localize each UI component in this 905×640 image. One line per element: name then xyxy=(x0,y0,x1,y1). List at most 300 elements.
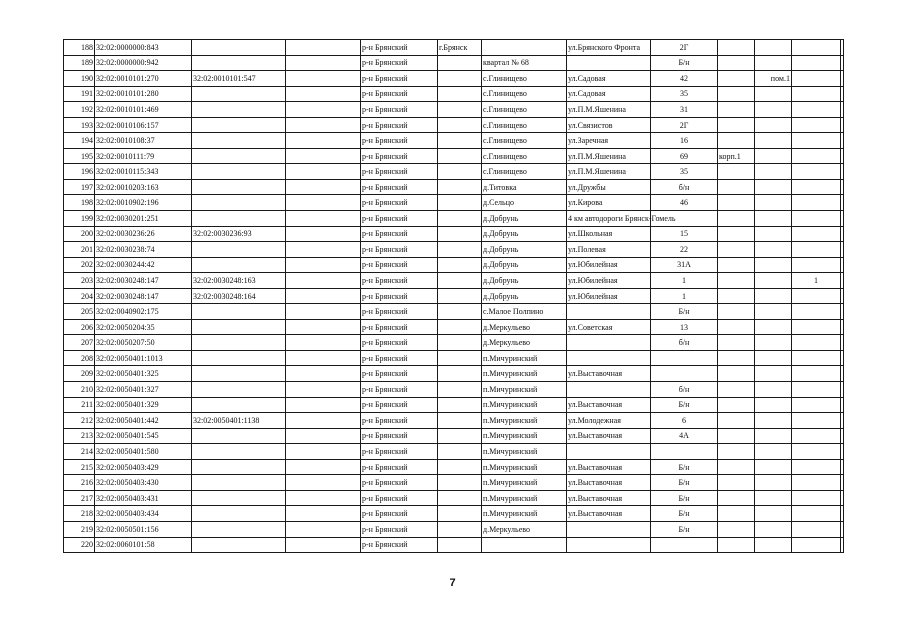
locality-cell: д.Меркульево xyxy=(482,335,567,351)
table-row xyxy=(64,133,844,149)
locality-cell: д.Добрунь xyxy=(482,273,567,289)
house-number-cell: Б/н xyxy=(651,459,718,475)
district-cell: р-н Брянский xyxy=(361,288,438,304)
count-cell xyxy=(792,71,841,87)
building-cell xyxy=(718,490,755,506)
count-cell xyxy=(792,521,841,537)
building-cell xyxy=(718,226,755,242)
room-cell xyxy=(755,366,792,382)
district-cell: р-н Брянский xyxy=(361,102,438,118)
empty-cell xyxy=(286,475,361,491)
row-number: 215 xyxy=(64,459,95,475)
empty-cell xyxy=(286,521,361,537)
related-cadastral-number-cell xyxy=(192,40,286,56)
edge-cell xyxy=(841,506,844,522)
table-row xyxy=(64,179,844,195)
house-number-cell: 31А xyxy=(651,257,718,273)
cadastral-number-cell: 32:02:0050501:156 xyxy=(95,521,192,537)
building-cell xyxy=(718,350,755,366)
district-cell: р-н Брянский xyxy=(361,273,438,289)
room-cell xyxy=(755,397,792,413)
table-row xyxy=(64,226,844,242)
building-cell xyxy=(718,459,755,475)
locality-cell: д.Добрунь xyxy=(482,257,567,273)
count-cell xyxy=(792,164,841,180)
edge-cell xyxy=(841,304,844,320)
empty-cell xyxy=(286,179,361,195)
city-cell xyxy=(438,397,482,413)
cadastral-number-cell: 32:02:0050401:580 xyxy=(95,444,192,460)
city-cell xyxy=(438,211,482,227)
locality-cell: п.Мичуринский xyxy=(482,459,567,475)
edge-cell xyxy=(841,366,844,382)
locality-cell: п.Мичуринский xyxy=(482,506,567,522)
table-row xyxy=(64,102,844,118)
count-cell xyxy=(792,444,841,460)
related-cadastral-number-cell xyxy=(192,304,286,320)
row-number: 220 xyxy=(64,537,95,553)
house-number-cell: б/н xyxy=(651,382,718,398)
count-cell xyxy=(792,506,841,522)
empty-cell xyxy=(286,86,361,102)
building-cell xyxy=(718,304,755,320)
related-cadastral-number-cell xyxy=(192,490,286,506)
related-cadastral-number-cell xyxy=(192,148,286,164)
edge-cell xyxy=(841,55,844,71)
row-number: 209 xyxy=(64,366,95,382)
related-cadastral-number-cell xyxy=(192,350,286,366)
cadastral-number-cell: 32:02:0030201:251 xyxy=(95,211,192,227)
district-cell: р-н Брянский xyxy=(361,71,438,87)
empty-cell xyxy=(286,319,361,335)
related-cadastral-number-cell xyxy=(192,537,286,553)
room-cell xyxy=(755,413,792,429)
empty-cell xyxy=(286,164,361,180)
empty-cell xyxy=(286,117,361,133)
empty-cell xyxy=(286,413,361,429)
related-cadastral-number-cell: 32:02:0030236:93 xyxy=(192,226,286,242)
related-cadastral-number-cell xyxy=(192,133,286,149)
district-cell: р-н Брянский xyxy=(361,537,438,553)
empty-cell xyxy=(286,211,361,227)
row-number: 211 xyxy=(64,397,95,413)
city-cell xyxy=(438,366,482,382)
city-cell xyxy=(438,117,482,133)
table-row xyxy=(64,148,844,164)
edge-cell xyxy=(841,40,844,56)
row-number: 201 xyxy=(64,242,95,258)
count-cell xyxy=(792,304,841,320)
street-cell: ул.Советская xyxy=(567,319,651,335)
building-cell xyxy=(718,133,755,149)
locality-cell: д.Сельцо xyxy=(482,195,567,211)
empty-cell xyxy=(286,304,361,320)
district-cell: р-н Брянский xyxy=(361,397,438,413)
building-cell xyxy=(718,382,755,398)
empty-cell xyxy=(286,273,361,289)
district-cell: р-н Брянский xyxy=(361,521,438,537)
street-cell: ул.Выставочная xyxy=(567,428,651,444)
cadastral-number-cell: 32:02:0050401:545 xyxy=(95,428,192,444)
city-cell xyxy=(438,71,482,87)
related-cadastral-number-cell xyxy=(192,335,286,351)
building-cell xyxy=(718,71,755,87)
count-cell xyxy=(792,428,841,444)
related-cadastral-number-cell xyxy=(192,506,286,522)
building-cell xyxy=(718,335,755,351)
house-number-cell: 35 xyxy=(651,164,718,180)
count-cell: 1 xyxy=(792,273,841,289)
row-number: 204 xyxy=(64,288,95,304)
city-cell xyxy=(438,475,482,491)
table-row xyxy=(64,117,844,133)
district-cell: р-н Брянский xyxy=(361,117,438,133)
related-cadastral-number-cell xyxy=(192,102,286,118)
cadastral-number-cell: 32:02:0030236:26 xyxy=(95,226,192,242)
table-row xyxy=(64,319,844,335)
edge-cell xyxy=(841,273,844,289)
street-cell xyxy=(567,335,651,351)
row-number: 189 xyxy=(64,55,95,71)
empty-cell xyxy=(286,133,361,149)
street-cell: ул.Садовая xyxy=(567,71,651,87)
district-cell: р-н Брянский xyxy=(361,475,438,491)
table-row xyxy=(64,475,844,491)
table-row xyxy=(64,490,844,506)
table-row xyxy=(64,521,844,537)
district-cell: р-н Брянский xyxy=(361,382,438,398)
building-cell xyxy=(718,40,755,56)
empty-cell xyxy=(286,350,361,366)
city-cell xyxy=(438,444,482,460)
room-cell xyxy=(755,102,792,118)
house-number-cell: 42 xyxy=(651,71,718,87)
house-number-cell: Б/н xyxy=(651,397,718,413)
district-cell: р-н Брянский xyxy=(361,211,438,227)
count-cell xyxy=(792,117,841,133)
city-cell xyxy=(438,413,482,429)
locality-cell: п.Мичуринский xyxy=(482,413,567,429)
cadastral-number-cell: 32:02:0040902:175 xyxy=(95,304,192,320)
related-cadastral-number-cell xyxy=(192,164,286,180)
locality-cell: д.Добрунь xyxy=(482,288,567,304)
edge-cell xyxy=(841,102,844,118)
street-cell: ул.Выставочная xyxy=(567,366,651,382)
row-number: 188 xyxy=(64,40,95,56)
locality-cell: с.Глинищево xyxy=(482,117,567,133)
table-row xyxy=(64,273,844,289)
empty-cell xyxy=(286,506,361,522)
building-cell xyxy=(718,86,755,102)
empty-cell xyxy=(286,444,361,460)
table-row xyxy=(64,304,844,320)
house-number-cell: 15 xyxy=(651,226,718,242)
street-cell xyxy=(567,304,651,320)
row-number: 191 xyxy=(64,86,95,102)
edge-cell xyxy=(841,117,844,133)
row-number: 200 xyxy=(64,226,95,242)
row-number: 202 xyxy=(64,257,95,273)
locality-cell: с.Малое Полпино xyxy=(482,304,567,320)
house-number-cell: 13 xyxy=(651,319,718,335)
district-cell: р-н Брянский xyxy=(361,257,438,273)
table-body xyxy=(64,40,844,553)
row-number: 190 xyxy=(64,71,95,87)
edge-cell xyxy=(841,413,844,429)
count-cell xyxy=(792,102,841,118)
cadastral-number-cell: 32:02:0060101:58 xyxy=(95,537,192,553)
district-cell: р-н Брянский xyxy=(361,133,438,149)
room-cell xyxy=(755,350,792,366)
room-cell xyxy=(755,444,792,460)
row-number: 198 xyxy=(64,195,95,211)
cadastral-table xyxy=(63,39,844,553)
district-cell: р-н Брянский xyxy=(361,506,438,522)
district-cell: р-н Брянский xyxy=(361,366,438,382)
district-cell: р-н Брянский xyxy=(361,242,438,258)
cadastral-number-cell: 32:02:0050207:50 xyxy=(95,335,192,351)
street-cell: ул.Юбилейная xyxy=(567,288,651,304)
building-cell xyxy=(718,242,755,258)
count-cell xyxy=(792,366,841,382)
house-number-cell xyxy=(651,350,718,366)
cadastral-number-cell: 32:02:0050403:434 xyxy=(95,506,192,522)
table-row xyxy=(64,335,844,351)
district-cell: р-н Брянский xyxy=(361,86,438,102)
empty-cell xyxy=(286,148,361,164)
street-cell: ул.Заречная xyxy=(567,133,651,149)
room-cell xyxy=(755,288,792,304)
city-cell xyxy=(438,148,482,164)
cadastral-number-cell: 32:02:0010101:469 xyxy=(95,102,192,118)
district-cell: р-н Брянский xyxy=(361,350,438,366)
cadastral-number-cell: 32:02:0030248:147 xyxy=(95,288,192,304)
city-cell xyxy=(438,179,482,195)
city-cell xyxy=(438,304,482,320)
house-number-cell: 2Г xyxy=(651,40,718,56)
cadastral-number-cell: 32:02:0050401:329 xyxy=(95,397,192,413)
locality-cell xyxy=(482,537,567,553)
count-cell xyxy=(792,288,841,304)
count-cell xyxy=(792,459,841,475)
street-cell: ул.Кирова xyxy=(567,195,651,211)
empty-cell xyxy=(286,382,361,398)
house-number-cell: 4А xyxy=(651,428,718,444)
related-cadastral-number-cell xyxy=(192,179,286,195)
district-cell: р-н Брянский xyxy=(361,55,438,71)
room-cell xyxy=(755,195,792,211)
row-number: 199 xyxy=(64,211,95,227)
building-cell xyxy=(718,211,755,227)
cadastral-number-cell: 32:02:0050403:431 xyxy=(95,490,192,506)
table-row xyxy=(64,164,844,180)
empty-cell xyxy=(286,335,361,351)
edge-cell xyxy=(841,490,844,506)
locality-cell: д.Добрунь xyxy=(482,226,567,242)
table-row xyxy=(64,506,844,522)
district-cell: р-н Брянский xyxy=(361,444,438,460)
count-cell xyxy=(792,319,841,335)
cadastral-number-cell: 32:02:0050401:442 xyxy=(95,413,192,429)
room-cell xyxy=(755,459,792,475)
edge-cell xyxy=(841,288,844,304)
room-cell xyxy=(755,506,792,522)
count-cell xyxy=(792,350,841,366)
city-cell xyxy=(438,490,482,506)
related-cadastral-number-cell xyxy=(192,475,286,491)
house-number-cell: Б/н xyxy=(651,521,718,537)
district-cell: р-н Брянский xyxy=(361,428,438,444)
city-cell xyxy=(438,195,482,211)
empty-cell xyxy=(286,257,361,273)
count-cell xyxy=(792,257,841,273)
cadastral-number-cell: 32:02:0010902:196 xyxy=(95,195,192,211)
building-cell xyxy=(718,288,755,304)
related-cadastral-number-cell: 32:02:0030248:163 xyxy=(192,273,286,289)
room-cell xyxy=(755,148,792,164)
row-number: 213 xyxy=(64,428,95,444)
count-cell xyxy=(792,148,841,164)
related-cadastral-number-cell xyxy=(192,382,286,398)
row-number: 197 xyxy=(64,179,95,195)
table-row xyxy=(64,257,844,273)
room-cell xyxy=(755,133,792,149)
cadastral-number-cell: 32:02:0010106:157 xyxy=(95,117,192,133)
room-cell xyxy=(755,164,792,180)
edge-cell xyxy=(841,226,844,242)
room-cell xyxy=(755,117,792,133)
house-number-cell: Б/н xyxy=(651,475,718,491)
building-cell xyxy=(718,397,755,413)
district-cell: р-н Брянский xyxy=(361,490,438,506)
street-cell: ул.Юбилейная xyxy=(567,257,651,273)
table-row xyxy=(64,86,844,102)
empty-cell xyxy=(286,226,361,242)
edge-cell xyxy=(841,179,844,195)
count-cell xyxy=(792,335,841,351)
house-number-cell: 46 xyxy=(651,195,718,211)
locality-cell: п.Мичуринский xyxy=(482,444,567,460)
cadastral-number-cell: 32:02:0050401:327 xyxy=(95,382,192,398)
count-cell xyxy=(792,490,841,506)
city-cell xyxy=(438,428,482,444)
district-cell: р-н Брянский xyxy=(361,304,438,320)
locality-cell: п.Мичуринский xyxy=(482,428,567,444)
locality-cell: п.Мичуринский xyxy=(482,350,567,366)
city-cell xyxy=(438,226,482,242)
house-number-cell xyxy=(651,366,718,382)
building-cell xyxy=(718,117,755,133)
table-row xyxy=(64,382,844,398)
room-cell xyxy=(755,428,792,444)
street-cell: ул.Дружбы xyxy=(567,179,651,195)
district-cell: р-н Брянский xyxy=(361,226,438,242)
empty-cell xyxy=(286,55,361,71)
building-cell xyxy=(718,444,755,460)
table-row xyxy=(64,428,844,444)
city-cell xyxy=(438,55,482,71)
count-cell xyxy=(792,195,841,211)
table-row xyxy=(64,444,844,460)
empty-cell xyxy=(286,288,361,304)
edge-cell xyxy=(841,133,844,149)
room-cell xyxy=(755,55,792,71)
street-cell: ул.Выставочная xyxy=(567,397,651,413)
street-cell xyxy=(567,382,651,398)
street-cell: ул.П.М.Яшенина xyxy=(567,102,651,118)
row-number: 195 xyxy=(64,148,95,164)
room-cell xyxy=(755,179,792,195)
house-number-cell xyxy=(651,537,718,553)
house-number-cell: 2Г xyxy=(651,117,718,133)
row-number: 203 xyxy=(64,273,95,289)
row-number: 196 xyxy=(64,164,95,180)
street-cell: ул.Садовая xyxy=(567,86,651,102)
city-cell xyxy=(438,288,482,304)
empty-cell xyxy=(286,537,361,553)
empty-cell xyxy=(286,459,361,475)
related-cadastral-number-cell xyxy=(192,211,286,227)
room-cell xyxy=(755,475,792,491)
related-cadastral-number-cell xyxy=(192,444,286,460)
related-cadastral-number-cell xyxy=(192,195,286,211)
empty-cell xyxy=(286,71,361,87)
building-cell xyxy=(718,55,755,71)
city-cell xyxy=(438,459,482,475)
table-row xyxy=(64,195,844,211)
house-number-cell: 16 xyxy=(651,133,718,149)
street-cell xyxy=(567,350,651,366)
row-number: 194 xyxy=(64,133,95,149)
row-number: 218 xyxy=(64,506,95,522)
related-cadastral-number-cell xyxy=(192,319,286,335)
row-number: 219 xyxy=(64,521,95,537)
empty-cell xyxy=(286,242,361,258)
related-cadastral-number-cell xyxy=(192,117,286,133)
row-number: 193 xyxy=(64,117,95,133)
room-cell xyxy=(755,382,792,398)
room-cell xyxy=(755,40,792,56)
table-row xyxy=(64,211,844,227)
city-cell xyxy=(438,242,482,258)
street-cell: ул.Школьная xyxy=(567,226,651,242)
room-cell xyxy=(755,226,792,242)
row-number: 214 xyxy=(64,444,95,460)
room-cell xyxy=(755,335,792,351)
building-cell xyxy=(718,537,755,553)
table-row xyxy=(64,288,844,304)
locality-cell: с.Глинищево xyxy=(482,86,567,102)
empty-cell xyxy=(286,366,361,382)
district-cell: р-н Брянский xyxy=(361,335,438,351)
building-cell xyxy=(718,366,755,382)
city-cell xyxy=(438,382,482,398)
room-cell xyxy=(755,242,792,258)
building-cell xyxy=(718,506,755,522)
room-cell xyxy=(755,490,792,506)
building-cell xyxy=(718,273,755,289)
row-number: 207 xyxy=(64,335,95,351)
locality-cell: с.Глинищево xyxy=(482,164,567,180)
locality-cell: с.Глинищево xyxy=(482,71,567,87)
cadastral-number-cell: 32:02:0010203:163 xyxy=(95,179,192,195)
related-cadastral-number-cell xyxy=(192,257,286,273)
edge-cell xyxy=(841,71,844,87)
room-cell xyxy=(755,86,792,102)
room-cell xyxy=(755,319,792,335)
edge-cell xyxy=(841,148,844,164)
city-cell xyxy=(438,335,482,351)
